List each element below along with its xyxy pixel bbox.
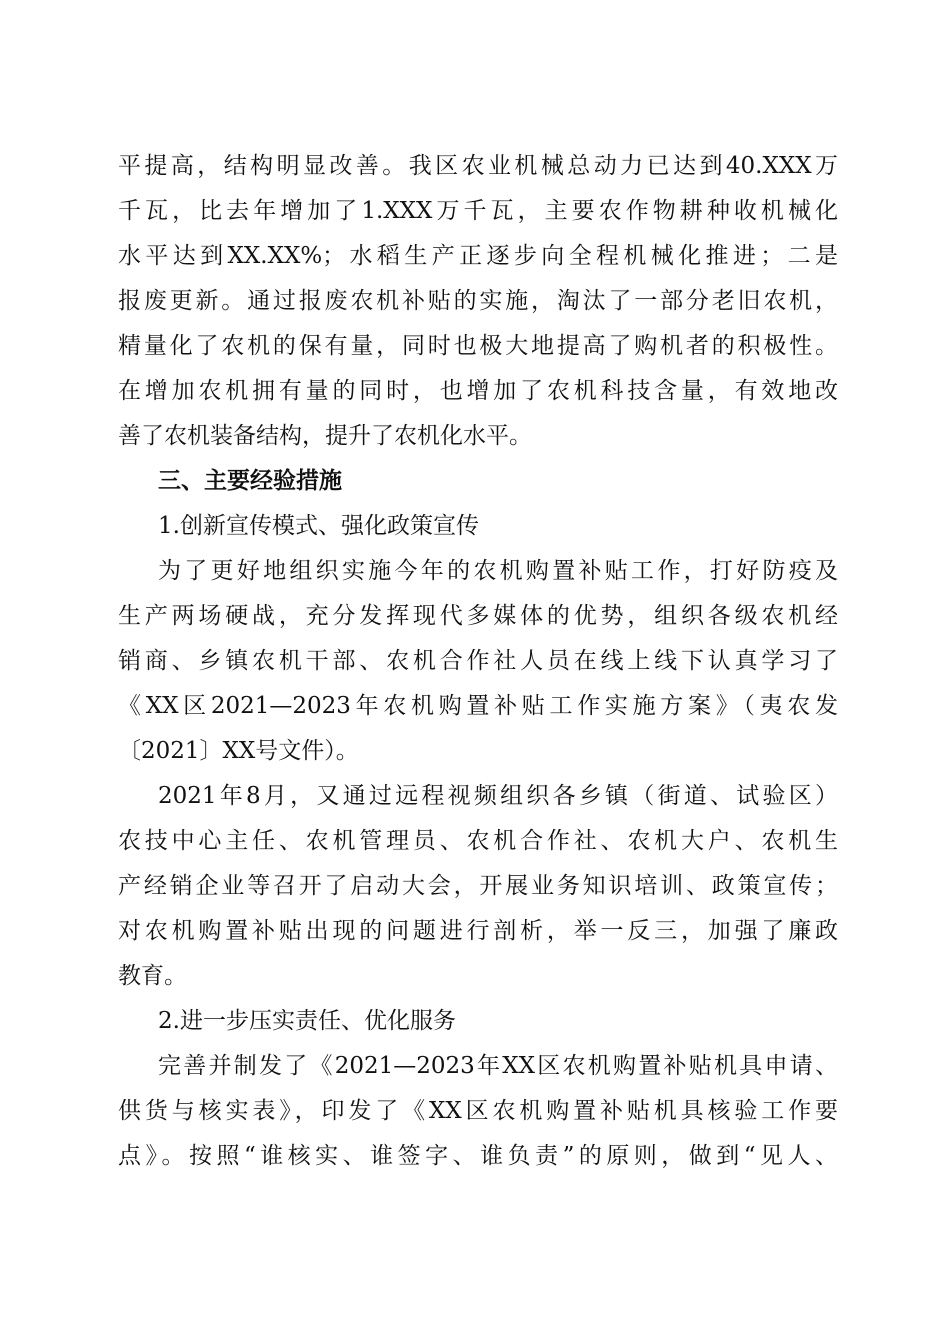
paragraph-line: 2021年8月，又通过远程视频组织各乡镇（街道、试验区） xyxy=(158,783,838,809)
paragraph-line: 对农机购置补贴出现的问题进行剖析，举一反三，加强了廉政 xyxy=(118,918,838,944)
paragraph-line: 完善并制发了《2021—2023年XX区农机购置补贴机具申请、 xyxy=(158,1053,838,1079)
paragraph-line: 教育。 xyxy=(118,963,187,989)
section-heading: 三、主要经验措施 xyxy=(158,468,342,494)
paragraph-line: 善了农机装备结构，提升了农机化水平。 xyxy=(118,423,532,449)
paragraph-line: 销商、乡镇农机干部、农机合作社人员在线上线下认真学习了 xyxy=(118,648,838,674)
paragraph-line: 精量化了农机的保有量，同时也极大地提高了购机者的积极性。 xyxy=(118,333,838,359)
subsection-heading: 1.创新宣传模式、强化政策宣传 xyxy=(158,513,479,539)
paragraph-line: 千瓦，比去年增加了1.XXX万千瓦，主要农作物耕种收机械化 xyxy=(118,198,838,224)
paragraph-line: 《XX区2021—2023年农机购置补贴工作实施方案》（夷农发 xyxy=(118,693,838,719)
paragraph-line: 报废更新。通过报废农机补贴的实施，淘汰了一部分老旧农机， xyxy=(118,288,838,314)
paragraph-line: 农技中心主任、农机管理员、农机合作社、农机大户、农机生 xyxy=(118,828,838,854)
paragraph-line: 〔2021〕XX号文件）。 xyxy=(118,738,359,764)
paragraph-line: 水平达到XX.XX%；水稻生产正逐步向全程机械化推进；二是 xyxy=(118,243,838,269)
subsection-heading: 2.进一步压实责任、优化服务 xyxy=(158,1008,456,1034)
paragraph-line: 为了更好地组织实施今年的农机购置补贴工作，打好防疫及 xyxy=(158,558,838,584)
paragraph-line: 生产两场硬战，充分发挥现代多媒体的优势，组织各级农机经 xyxy=(118,603,838,629)
paragraph-line: 产经销企业等召开了启动大会，开展业务知识培训、政策宣传； xyxy=(118,873,838,899)
paragraph-line: 平提高，结构明显改善。我区农业机械总动力已达到40.XXX万 xyxy=(118,153,838,179)
paragraph-line: 点》。按照“谁核实、谁签字、谁负责”的原则，做到“见人、 xyxy=(118,1143,838,1169)
paragraph-line: 供货与核实表》，印发了《XX区农机购置补贴机具核验工作要 xyxy=(118,1098,838,1124)
paragraph-line: 在增加农机拥有量的同时，也增加了农机科技含量，有效地改 xyxy=(118,378,838,404)
document-body xyxy=(118,144,838,1179)
